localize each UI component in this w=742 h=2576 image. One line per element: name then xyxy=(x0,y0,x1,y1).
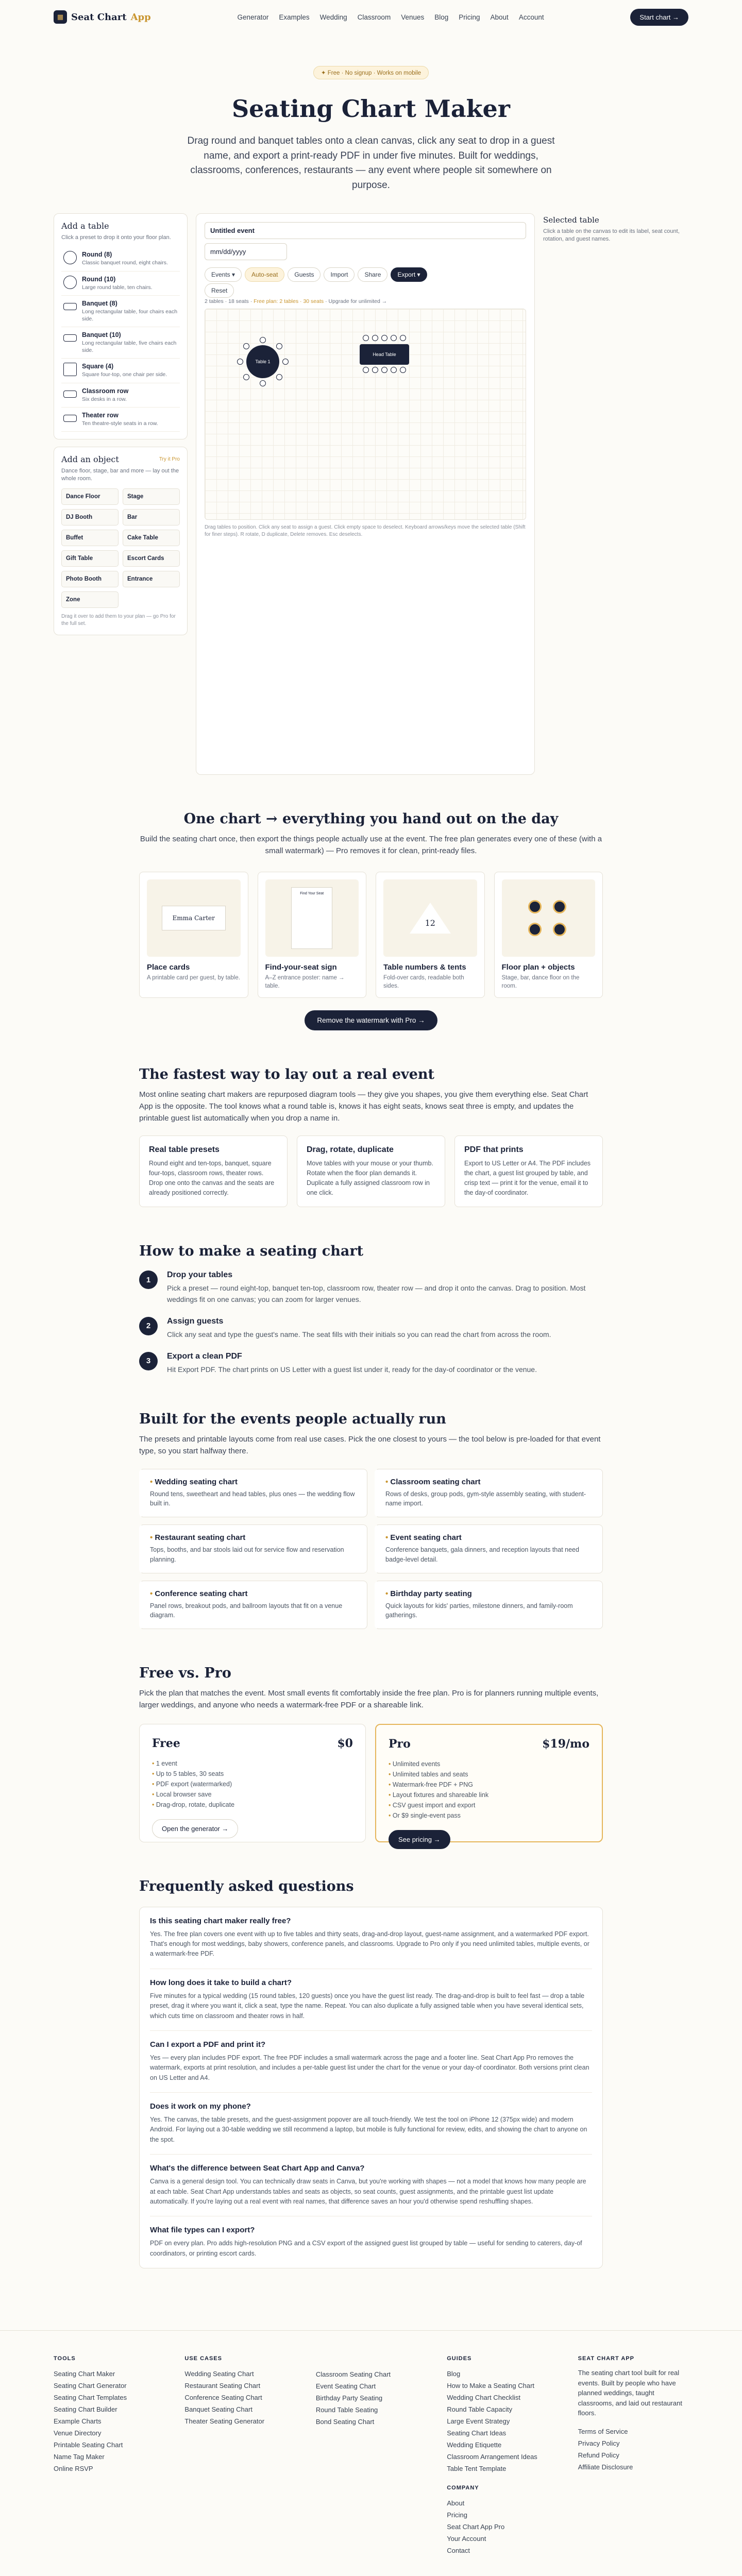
footer-link[interactable]: Blog xyxy=(447,2370,461,2378)
logo-icon: ▦ xyxy=(54,10,67,24)
feature-title: Drag, rotate, duplicate xyxy=(307,1145,394,1155)
pricing-title: Free vs. Pro xyxy=(139,1665,231,1682)
plan-name: Free xyxy=(152,1736,180,1750)
plan-feature: • Local browser save xyxy=(152,1789,353,1800)
footer-heading: TOOLS xyxy=(54,2355,76,2362)
footer-link[interactable]: Theater Seating Generator xyxy=(184,2417,265,2426)
faq-section xyxy=(139,1842,603,2268)
preset-desc: Six desks in a row. xyxy=(82,396,127,402)
footer-col-guides xyxy=(447,2355,557,2556)
fastest-lead: Most online seating chart makers are repurposed diagram tools — they give you shapes, you give them everything else. Seat Chart App is the opposite. The tool knows what a round table is, knows it has eight seats, knows seat three is empty, and updates the printable guest list automatically when you drop a name in. xyxy=(139,1090,588,1123)
footer-link[interactable]: Seating Chart Generator xyxy=(54,2382,127,2390)
faq-question: How long does it take to build a chart? xyxy=(150,1978,292,1987)
hero-pill: ✦ Free · No signup · Works on mobile xyxy=(313,66,429,79)
object-escort-cards[interactable]: Escort Cards xyxy=(123,550,180,567)
plan-feature: • Unlimited events xyxy=(389,1759,589,1769)
plan-pro xyxy=(375,1724,603,1842)
footer-link[interactable]: Round Table Seating xyxy=(315,2406,378,2414)
event-desc: Panel rows, breakout pods, and ballroom layouts that fit on a venue diagram. xyxy=(150,1602,343,1619)
plan-feature: • PDF export (watermarked) xyxy=(152,1779,353,1789)
plan-feature: • Drag-drop, rotate, duplicate xyxy=(152,1800,353,1810)
footer-link[interactable]: Restaurant Seating Chart xyxy=(184,2382,261,2390)
footer-link[interactable]: Online RSVP xyxy=(54,2465,93,2473)
add-table-panel xyxy=(54,213,188,439)
pricing-section xyxy=(139,1629,603,1842)
preset-desc: Long rectangular table, four chairs each side. xyxy=(82,308,178,322)
faq-question: What file types can I export? xyxy=(150,2226,255,2235)
object-entrance[interactable]: Entrance xyxy=(123,571,180,587)
seat[interactable] xyxy=(372,335,378,341)
event-title: • Birthday party seating xyxy=(385,1589,593,1598)
handout-section xyxy=(139,775,603,1030)
event-date-input[interactable]: mm/dd/yyyy xyxy=(205,243,287,260)
footer-link[interactable]: Table Tent Template xyxy=(447,2465,507,2473)
add-object-subtitle: Dance floor, stage, bar and more — lay out the whole room. xyxy=(61,467,179,482)
preset-desc: Classic banquet round, eight chairs. xyxy=(82,260,168,266)
feature-card xyxy=(454,1136,603,1207)
seat[interactable] xyxy=(276,343,282,349)
card-floor-plan xyxy=(494,872,603,998)
howto-step xyxy=(139,1352,603,1376)
seat[interactable] xyxy=(400,367,406,373)
events-title: Built for the events people actually run xyxy=(139,1411,446,1428)
footer-link[interactable]: Round Table Capacity xyxy=(447,2405,513,2414)
footer-link[interactable]: Bond Seating Chart xyxy=(315,2418,375,2426)
footer-link[interactable]: Seating Chart Maker xyxy=(54,2370,115,2378)
open-generator-button[interactable]: Open the generator → xyxy=(152,1819,238,1838)
add-object-panel xyxy=(54,447,188,635)
object-gift-table[interactable]: Gift Table xyxy=(61,550,119,567)
event-title: • Classroom seating chart xyxy=(385,1478,593,1486)
round-table-icon xyxy=(63,276,77,289)
footer-link[interactable]: Event Seating Chart xyxy=(315,2382,376,2391)
seat[interactable] xyxy=(237,359,243,365)
floor-plan-preview xyxy=(502,879,596,957)
plan-feature: • Up to 5 tables, 30 seats xyxy=(152,1769,353,1779)
floor-plan-canvas[interactable] xyxy=(205,309,526,520)
find-seat-preview xyxy=(265,879,359,957)
fastest-section xyxy=(139,1030,603,1208)
faq-item[interactable] xyxy=(150,2093,592,2155)
seat[interactable] xyxy=(400,335,406,341)
object-dance-floor[interactable]: Dance Floor xyxy=(61,488,119,505)
card-find-seat xyxy=(258,872,367,998)
footer-link[interactable]: About xyxy=(447,2499,465,2507)
add-table-subtitle: Click a preset to drop it onto your floor plan. xyxy=(61,234,171,241)
table-number: 12 xyxy=(425,918,435,928)
object-cake-table[interactable]: Cake Table xyxy=(123,530,180,546)
footer-link[interactable]: Large Event Strategy xyxy=(447,2417,510,2426)
seat[interactable] xyxy=(372,367,378,373)
howto-section xyxy=(139,1207,603,1375)
selected-table-title: Selected table xyxy=(543,215,599,225)
stats-upgrade-link[interactable]: · Upgrade for unlimited → xyxy=(325,298,387,304)
object-stage[interactable]: Stage xyxy=(123,488,180,505)
howto-step xyxy=(139,1270,603,1305)
footer-link[interactable]: Wedding Etiquette xyxy=(447,2441,502,2449)
preset-name: Banquet (10) xyxy=(82,331,121,339)
faq-item[interactable] xyxy=(150,1907,592,1969)
events-section xyxy=(139,1375,603,1629)
step-number: 1 xyxy=(139,1270,158,1289)
footer-link[interactable]: Banquet Seating Chart xyxy=(184,2405,252,2414)
event-title: • Wedding seating chart xyxy=(150,1478,358,1486)
event-desc: Quick layouts for kids' parties, milestone dinners, and family-room gatherings. xyxy=(385,1602,573,1619)
faq-answer: PDF on every plan. Pro adds high-resolution PNG and a CSV export of the assigned guest list grouped by table — useful for sending to caterers, day-of coordinators, or printing escort cards. xyxy=(150,2240,582,2257)
nav-link-generator[interactable]: Generator xyxy=(237,13,269,21)
event-desc: Rows of desks, group pods, gym-style assembly seating, with student-name import. xyxy=(385,1490,586,1507)
logo-text: Seat Chart xyxy=(71,11,127,23)
footer-link[interactable]: Printable Seating Chart xyxy=(54,2441,123,2449)
handout-title: One chart → everything you hand out on the day xyxy=(183,811,559,827)
feature-card xyxy=(139,1136,288,1207)
hero xyxy=(0,34,742,213)
step-number: 3 xyxy=(139,1352,158,1370)
event-card-event[interactable] xyxy=(375,1524,603,1573)
plan-feature: • Watermark-free PDF + PNG xyxy=(389,1780,589,1790)
plan-name: Pro xyxy=(389,1737,411,1751)
preset-name: Round (10) xyxy=(82,275,116,283)
object-note: Drag it over to add them to your plan — go Pro for the full set. xyxy=(61,613,176,626)
event-title: • Event seating chart xyxy=(385,1533,593,1542)
footer-link[interactable]: Seating Chart Builder xyxy=(54,2405,117,2414)
footer-link[interactable]: Birthday Party Seating xyxy=(315,2394,383,2402)
footer-link[interactable]: Privacy Policy xyxy=(578,2439,620,2447)
table-tent-preview xyxy=(383,879,477,957)
event-card-wedding[interactable] xyxy=(139,1469,367,1518)
guests-button[interactable]: Guests xyxy=(288,267,321,282)
event-card-restaurant[interactable] xyxy=(139,1524,367,1573)
footer-link[interactable]: Seating Chart Ideas xyxy=(447,2429,507,2437)
stats-plan-limit: Free plan: 2 tables · 30 seats xyxy=(254,298,324,304)
table-preset-round-8[interactable] xyxy=(61,247,180,271)
logo[interactable] xyxy=(54,10,151,24)
event-desc: Tops, booths, and bar stools laid out for service flow and reservation planning. xyxy=(150,1546,344,1563)
footer-link[interactable]: Affiliate Disclosure xyxy=(578,2463,633,2471)
pricing-lead: Pick the plan that matches the event. Most small events fit comfortably inside the free plan. Pro is for planners running multiple events, larger weddings, and anyone who needs a watermark-free PDF or a shareable link. xyxy=(139,1689,599,1710)
footer-link[interactable]: Your Account xyxy=(447,2535,486,2543)
faq-answer: Yes. The canvas, the table presets, and the guest-assignment popover are all touch-friendly. We test the tool on iPhone 12 (375px wide) and modern Android. For laying out a 30-table wedding we still recommend a laptop, but mobile is fully functional for review, edits, and showing the chart to anyone on the spot. xyxy=(150,2116,587,2143)
banquet-table-icon xyxy=(63,303,77,310)
seat[interactable] xyxy=(243,374,249,380)
event-title: • Conference seating chart xyxy=(150,1589,358,1598)
footer-link[interactable]: Pricing xyxy=(447,2511,467,2519)
faq-item[interactable] xyxy=(150,2155,592,2216)
step-title: Drop your tables xyxy=(167,1270,233,1280)
step-title: Assign guests xyxy=(167,1316,224,1326)
footer-col-tools xyxy=(54,2355,164,2556)
mini-table-icon xyxy=(528,923,542,936)
find-seat-heading: Find Your Seat xyxy=(291,887,332,949)
nav-link-classroom[interactable]: Classroom xyxy=(357,13,391,21)
faq-question: Is this seating chart maker really free? xyxy=(150,1916,291,1925)
see-pricing-button[interactable]: See pricing → xyxy=(389,1830,450,1849)
plan-free xyxy=(139,1724,366,1842)
add-table-title: Add a table xyxy=(61,221,109,231)
remove-watermark-button[interactable]: Remove the watermark with Pro → xyxy=(305,1010,437,1030)
card-place-cards xyxy=(139,872,248,998)
object-zone[interactable]: Zone xyxy=(61,591,119,608)
place-card-preview xyxy=(147,879,241,957)
add-object-title: Add an object xyxy=(61,454,119,464)
footer-link[interactable]: Classroom Arrangement Ideas xyxy=(447,2453,537,2461)
footer-heading xyxy=(316,2355,426,2362)
feature-card xyxy=(297,1136,445,1207)
table-preset-round-10[interactable] xyxy=(61,272,180,296)
square-table-icon xyxy=(63,363,77,376)
footer-link[interactable]: Venue Directory xyxy=(54,2429,102,2437)
faq-item[interactable] xyxy=(150,2216,592,2268)
mini-table-icon xyxy=(553,923,566,936)
left-panel xyxy=(54,213,188,775)
handout-lead: Build the seating chart once, then export the things people actually use at the event. The free plan generates every one of these (with a small watermark) — Pro removes it for clean, print-ready files. xyxy=(140,835,602,856)
step-desc: Pick a preset — round eight-top, banquet ten-top, classroom row, theater row — and drop it onto the canvas. Drag to position. Most weddings fit on one canvas; you can zoom for larger venues. xyxy=(167,1284,586,1304)
pro-tag[interactable]: Try it Pro xyxy=(159,456,180,462)
seating-tool xyxy=(0,213,742,775)
footer-link[interactable]: Seating Chart Templates xyxy=(54,2394,127,2402)
auto-seat-button[interactable]: Auto-seat xyxy=(245,267,284,282)
card-title: Place cards xyxy=(147,962,190,972)
seat[interactable] xyxy=(276,374,282,380)
canvas-panel xyxy=(196,213,535,775)
faq-title: Frequently asked questions xyxy=(139,1878,354,1894)
selected-table-panel xyxy=(543,213,682,775)
table-preset-theater-row[interactable] xyxy=(61,408,180,432)
faq-question: Can I export a PDF and print it? xyxy=(150,2040,266,2049)
canvas-stats xyxy=(205,298,526,304)
page-title: Seating Chart Maker xyxy=(231,95,511,123)
object-photo-booth[interactable]: Photo Booth xyxy=(61,571,119,587)
card-desc: Stage, bar, dance floor on the room. xyxy=(501,974,580,989)
event-card-birthday[interactable] xyxy=(375,1581,603,1630)
seat[interactable] xyxy=(391,367,397,373)
footer-heading: COMPANY xyxy=(447,2485,479,2492)
nav-link-venues[interactable]: Venues xyxy=(401,13,425,21)
seat[interactable] xyxy=(363,335,369,341)
canvas-toolbar xyxy=(205,267,526,282)
top-nav xyxy=(0,0,742,34)
event-name-input[interactable]: Untitled event xyxy=(205,222,526,239)
plan-price: $0 xyxy=(337,1736,353,1750)
event-desc: Round tens, sweetheart and head tables, plus ones — the wedding flow built in. xyxy=(150,1490,355,1507)
feature-desc: Export to US Letter or A4. The PDF includes the chart, a guest list grouped by table, and crisp text — print it for the venue, email it to the day-of coordinator. xyxy=(464,1160,591,1196)
plan-feature: • 1 event xyxy=(152,1758,353,1769)
plan-feature: • Unlimited tables and seats xyxy=(389,1769,589,1780)
table-preset-banquet-10[interactable] xyxy=(61,327,180,359)
footer-link[interactable]: Refund Policy xyxy=(578,2451,619,2459)
footer-heading: SEAT CHART APP xyxy=(578,2355,634,2362)
step-title: Export a clean PDF xyxy=(167,1351,242,1361)
preset-name: Classroom row xyxy=(82,387,129,395)
step-number: 2 xyxy=(139,1317,158,1335)
footer-link[interactable]: Wedding Chart Checklist xyxy=(447,2394,521,2402)
faq-question: Does it work on my phone? xyxy=(150,2102,251,2111)
footer-link[interactable]: Name Tag Maker xyxy=(54,2453,105,2461)
object-bar[interactable]: Bar xyxy=(123,509,180,526)
nav-link-blog[interactable]: Blog xyxy=(434,13,449,21)
event-card-classroom[interactable] xyxy=(375,1469,603,1518)
selected-table-desc: Click a table on the canvas to edit its label, seat count, rotation, and guest names. xyxy=(543,228,680,243)
footer-link[interactable]: Contact xyxy=(447,2547,470,2555)
event-desc: Conference banquets, gala dinners, and reception layouts that need badge-level detail. xyxy=(385,1546,579,1563)
footer-app-desc: The seating chart tool built for real events. Built by people who have planned weddings, taught classrooms, and laid out restaurant floors. xyxy=(578,2369,682,2417)
nav-link-account[interactable]: Account xyxy=(518,13,544,21)
feature-title: PDF that prints xyxy=(464,1145,524,1155)
nav-link-about[interactable]: About xyxy=(490,13,509,21)
faq-answer: Canva is a general design tool. You can technically draw seats in Canva, but you're working with shapes — not a model that knows how many people are at each table. Seat Chart App understands tables and seats as objects, so seat counts, guest assignments, and the printable guest list update automatically. If you're laying out a real event with real names, that difference saves an hour you'd otherwise spend reshuffling shapes. xyxy=(150,2178,586,2205)
object-grid xyxy=(61,488,180,608)
seat[interactable] xyxy=(381,335,387,341)
fastest-title: The fastest way to lay out a real event xyxy=(139,1066,434,1082)
events-dropdown[interactable]: Events ▾ xyxy=(205,267,242,282)
share-button[interactable]: Share xyxy=(358,267,387,282)
banquet-table[interactable]: Head Table xyxy=(360,344,409,365)
footer-link[interactable]: Conference Seating Chart xyxy=(184,2394,262,2402)
step-desc: Hit Export PDF. The chart prints on US Letter with a guest list under it, ready for the day-of coordinator or the venue. xyxy=(167,1365,537,1374)
footer-link[interactable]: Wedding Seating Chart xyxy=(184,2370,254,2378)
export-dropdown[interactable]: Export ▾ xyxy=(391,267,427,282)
faq-question: What's the difference between Seat Chart App and Canva? xyxy=(150,2164,365,2173)
card-title: Floor plan + objects xyxy=(501,962,575,972)
plan-feature: • CSV guest import and export xyxy=(389,1800,589,1810)
card-desc: A printable card per guest, by table. xyxy=(147,974,240,981)
card-title: Table numbers & tents xyxy=(383,962,466,972)
howto-step xyxy=(139,1317,603,1341)
place-card-name: Emma Carter xyxy=(162,906,226,930)
canvas-help-text: Drag tables to position. Click any seat to assign a guest. Click empty space to deselect. Keyboard arrows/keys move the selected table (Shift for finer steps). R rotate, D duplicate, Delete removes. Esc deselects. xyxy=(205,524,526,537)
mini-table-icon xyxy=(553,900,566,913)
import-button[interactable]: Import xyxy=(324,267,355,282)
feature-desc: Round eight and ten-tops, banquet, square four-tops, classroom rows, theater rows. Drop one onto the canvas and the seats are already positioned correctly. xyxy=(149,1160,275,1196)
stats-count: 2 tables · 18 seats · xyxy=(205,298,252,304)
howto-title: How to make a seating chart xyxy=(139,1243,364,1260)
faq-item[interactable] xyxy=(150,1969,592,2031)
footer-col-use-cases-2 xyxy=(316,2355,426,2556)
footer xyxy=(0,2330,742,2576)
card-desc: A–Z entrance poster: name → table. xyxy=(265,974,345,989)
footer-link[interactable]: How to Make a Seating Chart xyxy=(447,2382,535,2390)
preset-desc: Square four-top, one chair per side. xyxy=(82,371,167,378)
preset-name: Banquet (8) xyxy=(82,299,117,307)
preset-name: Square (4) xyxy=(82,363,114,370)
preset-desc: Long rectangular table, five chairs each side. xyxy=(82,340,177,354)
event-title: • Restaurant seating chart xyxy=(150,1533,358,1542)
faq-item[interactable] xyxy=(150,2031,592,2093)
plan-price: $19/mo xyxy=(542,1737,589,1751)
seat[interactable] xyxy=(260,380,266,386)
logo-app: App xyxy=(130,11,151,23)
nav-links xyxy=(238,13,544,21)
hero-subtitle: Drag round and banquet tables onto a clean canvas, click any seat to drop in a guest name, and export a print-ready PDF in under five minutes. Built for weddings, classrooms, conferences, restaurants — any event where people sit somewhere on purpose. xyxy=(187,135,555,191)
round-table[interactable]: Table 1 xyxy=(246,345,279,378)
preset-name: Theater row xyxy=(82,411,119,419)
table-preset-classroom-row[interactable] xyxy=(61,383,180,408)
mini-table-icon xyxy=(528,900,542,913)
step-desc: Click any seat and type the guest's name. The seat fills with their initials so you can read the chart from across the room. xyxy=(167,1330,551,1338)
footer-col-app xyxy=(578,2355,688,2556)
start-chart-button[interactable]: Start chart → xyxy=(630,9,688,26)
preset-desc: Large round table, ten chairs. xyxy=(82,284,153,291)
card-desc: Fold-over cards, readable both sides. xyxy=(383,974,464,989)
theater-row-icon xyxy=(63,415,77,422)
faq-answer: Five minutes for a typical wedding (15 round tables, 120 guests) once you have the guest list ready. The drag-and-drop is built to feel fast — drop a table preset, drag it where you want it, click a seat, type the name. Repeat. You can also duplicate a fully assigned table when you have several identical sets, which cuts time on classroom and theater rows in half. xyxy=(150,1992,585,2020)
feature-desc: Move tables with your mouse or your thumb. Rotate when the floor plan demands it. Duplicate a fully assigned classroom row in one click. xyxy=(307,1160,433,1196)
seat[interactable] xyxy=(381,367,387,373)
event-card-conference[interactable] xyxy=(139,1581,367,1630)
card-table-numbers xyxy=(376,872,485,998)
footer-link[interactable]: Terms of Service xyxy=(578,2427,628,2435)
footer-heading: GUIDES xyxy=(447,2355,472,2362)
table-preset-banquet-8[interactable] xyxy=(61,296,180,327)
nav-link-pricing[interactable]: Pricing xyxy=(459,13,480,21)
footer-link[interactable]: Example Charts xyxy=(54,2417,102,2426)
feature-title: Real table presets xyxy=(149,1145,220,1155)
object-buffet[interactable]: Buffet xyxy=(61,530,119,546)
footer-link[interactable]: Seat Chart App Pro xyxy=(447,2523,505,2531)
seat[interactable] xyxy=(363,367,369,373)
plan-feature: • Or $9 single-event pass xyxy=(389,1810,589,1821)
nav-link-wedding[interactable]: Wedding xyxy=(319,13,347,21)
preset-name: Round (8) xyxy=(82,251,112,259)
plan-feature: • Layout fixtures and shareable link xyxy=(389,1790,589,1800)
round-table-icon xyxy=(63,251,77,264)
banquet-table-icon xyxy=(63,334,77,342)
events-lead: The presets and printable layouts come from real use cases. Pick the one closest to yours — the tool below is pre-loaded for that event type, so you start halfway there. xyxy=(139,1435,601,1456)
faq-answer: Yes. The free plan covers one event with up to five tables and thirty seats, drag-and-drop layout, guest-name assignment, and a watermarked PDF export. That's enough for most weddings, baby showers, conference panels, and classrooms. Upgrade to Pro only if you need unlimited tables, multiple events, or a watermark-free PDF. xyxy=(150,1930,589,1958)
classroom-row-icon xyxy=(63,391,77,398)
faq-answer: Yes — every plan includes PDF export. The free PDF includes a small watermark across the page and a footer line. Seat Chart App Pro removes the watermark, exports at print resolution, and includes a per-table guest list under the chart for the venue or your day-of coordinator. Both versions print clean on US Letter and A4. xyxy=(150,2054,589,2081)
object-dj-booth[interactable]: DJ Booth xyxy=(61,509,119,526)
footer-col-use-cases xyxy=(184,2355,295,2556)
footer-heading: USE CASES xyxy=(184,2355,222,2362)
seat[interactable] xyxy=(260,337,266,343)
nav-link-examples[interactable]: Examples xyxy=(279,13,310,21)
preset-desc: Ten theatre-style seats in a row. xyxy=(82,420,158,427)
seat[interactable] xyxy=(391,335,397,341)
card-title: Find-your-seat sign xyxy=(265,962,337,972)
footer-link[interactable]: Classroom Seating Chart xyxy=(315,2370,391,2379)
reset-button[interactable]: Reset xyxy=(205,283,234,298)
seat[interactable] xyxy=(243,343,249,349)
table-preset-square-4[interactable] xyxy=(61,359,180,383)
seat[interactable] xyxy=(282,359,289,365)
